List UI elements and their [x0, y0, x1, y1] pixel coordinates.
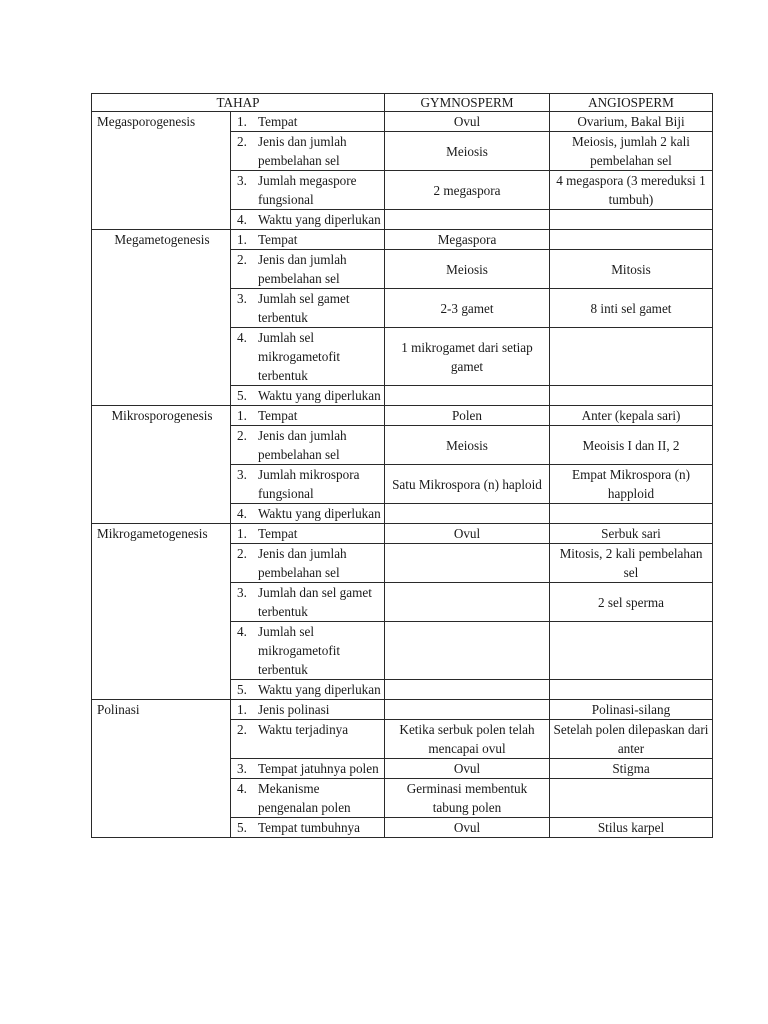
item-cell — [231, 289, 385, 328]
item-number: 5. — [237, 820, 247, 835]
item-label: Tempat — [258, 526, 298, 541]
item-label: Jenis polinasi — [258, 702, 330, 717]
item-label: Waktu yang diperlukan — [258, 506, 381, 521]
item-number: 4. — [237, 506, 247, 521]
item-number: 3. — [237, 761, 247, 776]
item-cell — [231, 132, 385, 171]
gymnosperm-value: Ketika serbuk polen telah mencapai ovul — [385, 720, 550, 759]
item-cell — [231, 524, 385, 544]
angiosperm-value — [550, 386, 713, 406]
angiosperm-value: 4 megaspora (3 mereduksi 1 tumbuh) — [550, 171, 713, 210]
angiosperm-value — [550, 680, 713, 700]
item-cell — [231, 583, 385, 622]
header-tahap: TAHAP — [92, 94, 385, 112]
item-label: Tempat — [258, 232, 298, 247]
gymnosperm-value: Megaspora — [385, 230, 550, 250]
item-cell — [231, 250, 385, 289]
angiosperm-value — [550, 622, 713, 680]
item-number: 1. — [237, 702, 247, 717]
item-cell — [231, 386, 385, 406]
item-number: 3. — [237, 585, 247, 600]
gymnosperm-value — [385, 700, 550, 720]
gymnosperm-value: Ovul — [385, 112, 550, 132]
table-row — [92, 112, 713, 132]
angiosperm-value: Meiosis, jumlah 2 kali pembelahan sel — [550, 132, 713, 171]
item-number: 3. — [237, 467, 247, 482]
gymnosperm-value — [385, 386, 550, 406]
item-label: Waktu yang diperlukan — [258, 212, 381, 227]
item-cell — [231, 406, 385, 426]
item-cell — [231, 818, 385, 838]
table-row — [92, 406, 713, 426]
angiosperm-value: Anter (kepala sari) — [550, 406, 713, 426]
gymnosperm-value — [385, 583, 550, 622]
angiosperm-value — [550, 779, 713, 818]
item-label: Waktu yang diperlukan — [258, 682, 381, 697]
item-label: Jenis dan jumlah pembelahan sel — [258, 546, 347, 580]
item-label: Jenis dan jumlah pembelahan sel — [258, 252, 347, 286]
item-cell — [231, 504, 385, 524]
item-label: Jumlah dan sel gamet terbentuk — [258, 585, 372, 619]
item-cell — [231, 700, 385, 720]
item-cell — [231, 171, 385, 210]
angiosperm-value — [550, 210, 713, 230]
item-number: 1. — [237, 114, 247, 129]
item-number: 5. — [237, 682, 247, 697]
gymnosperm-value — [385, 504, 550, 524]
angiosperm-value: Mitosis — [550, 250, 713, 289]
angiosperm-value: Stilus karpel — [550, 818, 713, 838]
stage-name: Megasporogenesis — [92, 112, 231, 230]
item-label: Tempat tumbuhnya — [258, 820, 360, 835]
item-number: 2. — [237, 722, 247, 737]
gymnosperm-value: Ovul — [385, 759, 550, 779]
table-row — [92, 230, 713, 250]
item-cell — [231, 112, 385, 132]
item-number: 2. — [237, 252, 247, 267]
gymnosperm-value: Meiosis — [385, 426, 550, 465]
gymnosperm-value — [385, 680, 550, 700]
item-number: 3. — [237, 291, 247, 306]
item-cell — [231, 210, 385, 230]
angiosperm-value: Stigma — [550, 759, 713, 779]
item-cell — [231, 544, 385, 583]
item-label: Jumlah megaspore fungsional — [258, 173, 357, 207]
comparison-table — [91, 93, 713, 838]
gymnosperm-value: 2 megaspora — [385, 171, 550, 210]
gymnosperm-value — [385, 622, 550, 680]
angiosperm-value: Empat Mikrospora (n) happloid — [550, 465, 713, 504]
gymnosperm-value — [385, 544, 550, 583]
gymnosperm-value: Ovul — [385, 818, 550, 838]
gymnosperm-value: Germinasi membentuk tabung polen — [385, 779, 550, 818]
item-number: 2. — [237, 428, 247, 443]
item-cell — [231, 230, 385, 250]
table-row — [92, 700, 713, 720]
item-number: 2. — [237, 134, 247, 149]
item-cell — [231, 426, 385, 465]
table-body — [92, 112, 713, 838]
angiosperm-value: 8 inti sel gamet — [550, 289, 713, 328]
item-cell — [231, 328, 385, 386]
item-label: Waktu terjadinya — [258, 722, 349, 737]
item-number: 1. — [237, 526, 247, 541]
item-number: 4. — [237, 212, 247, 227]
item-label: Tempat jatuhnya polen — [258, 761, 379, 776]
item-label: Jumlah sel mikrogametofit terbentuk — [258, 330, 341, 383]
item-label: Jumlah mikrospora fungsional — [258, 467, 360, 501]
angiosperm-value: Mitosis, 2 kali pembelahan sel — [550, 544, 713, 583]
stage-name: Mikrogametogenesis — [92, 524, 231, 700]
gymnosperm-value: 1 mikrogamet dari setiap gamet — [385, 328, 550, 386]
gymnosperm-value: Meiosis — [385, 132, 550, 171]
stage-name: Megametogenesis — [92, 230, 231, 406]
angiosperm-value — [550, 504, 713, 524]
header-gymnosperm: GYMNOSPERM — [385, 94, 550, 112]
angiosperm-value — [550, 328, 713, 386]
item-label: Mekanisme pengenalan polen — [258, 781, 351, 815]
gymnosperm-value — [385, 210, 550, 230]
angiosperm-value: 2 sel sperma — [550, 583, 713, 622]
item-number: 5. — [237, 388, 247, 403]
item-cell — [231, 759, 385, 779]
item-number: 4. — [237, 781, 247, 796]
header-angiosperm: ANGIOSPERM — [550, 94, 713, 112]
stage-name: Mikrosporogenesis — [92, 406, 231, 524]
item-label: Jenis dan jumlah pembelahan sel — [258, 428, 347, 462]
angiosperm-value: Serbuk sari — [550, 524, 713, 544]
item-number: 4. — [237, 330, 247, 345]
item-number: 4. — [237, 624, 247, 639]
item-number: 2. — [237, 546, 247, 561]
item-number: 1. — [237, 408, 247, 423]
angiosperm-value: Ovarium, Bakal Biji — [550, 112, 713, 132]
item-label: Jumlah sel gamet terbentuk — [258, 291, 350, 325]
angiosperm-value: Polinasi-silang — [550, 700, 713, 720]
item-label: Jumlah sel mikrogametofit terbentuk — [258, 624, 341, 677]
item-cell — [231, 720, 385, 759]
angiosperm-value: Setelah polen dilepaskan dari anter — [550, 720, 713, 759]
gymnosperm-value: Satu Mikrospora (n) haploid — [385, 465, 550, 504]
stage-name: Polinasi — [92, 700, 231, 838]
angiosperm-value: Meoisis I dan II, 2 — [550, 426, 713, 465]
gymnosperm-value: Polen — [385, 406, 550, 426]
item-cell — [231, 465, 385, 504]
item-cell — [231, 622, 385, 680]
item-label: Waktu yang diperlukan — [258, 388, 381, 403]
gymnosperm-value: 2-3 gamet — [385, 289, 550, 328]
item-label: Jenis dan jumlah pembelahan sel — [258, 134, 347, 168]
table-row — [92, 524, 713, 544]
gymnosperm-value: Meiosis — [385, 250, 550, 289]
item-number: 1. — [237, 232, 247, 247]
item-label: Tempat — [258, 114, 298, 129]
item-label: Tempat — [258, 408, 298, 423]
angiosperm-value — [550, 230, 713, 250]
item-cell — [231, 680, 385, 700]
item-cell — [231, 779, 385, 818]
item-number: 3. — [237, 173, 247, 188]
gymnosperm-value: Ovul — [385, 524, 550, 544]
header-row — [92, 94, 713, 112]
